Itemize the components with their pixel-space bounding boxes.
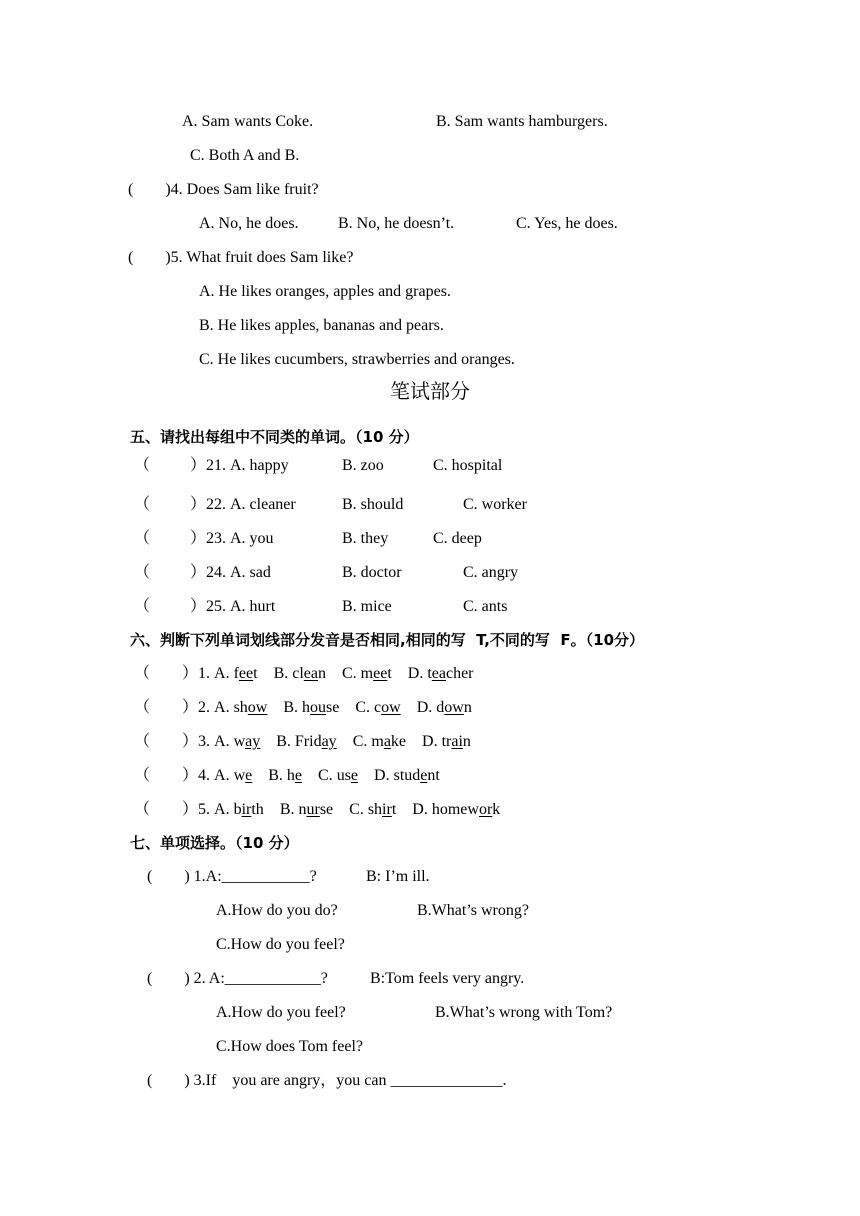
underlined-part: ow [444, 699, 464, 716]
question-text: 5. What fruit does Sam like? [170, 249, 354, 266]
s7-q1-option-c: C.How do you feel? [216, 936, 345, 953]
underlined-part: ea [431, 665, 446, 682]
s7-q1-option-b: B.What’s wrong? [417, 902, 529, 919]
s5-item-2-a: （ ）22. A. cleaner [134, 496, 296, 513]
underlined-part: ay [245, 733, 261, 750]
item-number: 1. A. f [198, 665, 239, 682]
section6-heading: 六、判断下列单词划线部分发音是否相同,相同的写 T,不同的写 F。（10分） [130, 631, 645, 649]
s5-item-2-b: B. should [342, 496, 404, 513]
underlined-part: ow [381, 699, 401, 716]
q5-option-a: A. He likes oranges, apples and grapes. [199, 283, 451, 300]
answer-bracket: （ ） [134, 767, 199, 784]
q4-option-b: B. No, he doesn’t. [338, 215, 455, 232]
underlined-part: ay [321, 733, 337, 750]
s7-q1-option-a: A.How do you do? [216, 902, 338, 919]
s5-item-3-b: B. they [342, 530, 389, 547]
s7-q2-option-a: A.How do you feel? [216, 1004, 346, 1021]
s5-item-5-a: （ ）25. A. hurt [134, 598, 276, 615]
s5-item-1-b: B. zoo [342, 457, 384, 474]
underlined-part: ir [382, 801, 392, 818]
underlined-part: ir [241, 801, 252, 818]
q3-option-b: B. Sam wants hamburgers. [436, 113, 608, 130]
item-number: 3. A. w [198, 733, 246, 750]
s7-q2-prompt: ( ) 2. A:____________? [147, 970, 328, 987]
q3-option-a: A. Sam wants Coke. [182, 113, 314, 130]
underlined-part: e [350, 767, 359, 784]
s6-row-2: （ ）2. A. show B. house C. cow D. down [134, 699, 472, 716]
item-number: 4. A. w [198, 767, 246, 784]
s5-item-3-c: C. deep [433, 530, 482, 547]
underlined-part: ea [303, 665, 318, 682]
s7-q2-option-b: B.What’s wrong with Tom? [435, 1004, 613, 1021]
item-number: 2. A. sh [198, 699, 248, 716]
s5-item-1-c: C. hospital [433, 457, 503, 474]
s5-item-3-a: （ ）23. A. you [134, 530, 274, 547]
s6-row-1: （ ）1. A. feet B. clean C. meet D. teacher [134, 665, 474, 682]
underlined-part: ou [310, 699, 327, 716]
answer-bracket: ( ) [128, 181, 171, 198]
s6-row-3: （ ）3. A. way B. Friday C. make D. train [134, 733, 471, 750]
s5-item-4-c: C. angry [463, 564, 519, 581]
s5-item-5-c: C. ants [463, 598, 508, 615]
s6-row-4: （ ）4. A. we B. he C. use D. student [134, 767, 440, 784]
s5-item-4-a: （ ）24. A. sad [134, 564, 271, 581]
answer-bracket: （ ） [134, 665, 199, 682]
s7-q3-prompt: ( ) 3.If you are angry，you can ______________. [147, 1072, 507, 1089]
underlined-part: e [245, 767, 253, 784]
answer-bracket: （ ） [134, 733, 199, 750]
underlined-part: ai [451, 733, 463, 750]
question-text: 4. Does Sam like fruit? [170, 181, 319, 198]
s6-row-5: （ ）5. A. birth B. nurse C. shirt D. homework [134, 801, 501, 818]
q5-option-b: B. He likes apples, bananas and pears. [199, 317, 444, 334]
answer-bracket: （ ） [134, 801, 199, 818]
s7-q1-prompt: ( ) 1.A:___________? [147, 868, 317, 885]
q4-option-c: C. Yes, he does. [516, 215, 618, 232]
s7-q1-reply: B: I’m ill. [366, 868, 430, 885]
section7-heading: 七、单项选择。（10 分） [130, 834, 299, 852]
underlined-part: ee [373, 665, 388, 682]
s5-item-1-a: （ ）21. A. happy [134, 457, 289, 474]
q3-option-c: C. Both A and B. [190, 147, 300, 164]
s7-q2-reply: B:Tom feels very angry. [370, 970, 525, 987]
section5-heading: 五、请找出每组中不同类的单词。（10 分） [130, 428, 419, 446]
item-number: 5. A. b [198, 801, 242, 818]
underlined-part: e [294, 767, 303, 784]
written-part-title: 笔试部分 [390, 379, 470, 403]
s7-q2-option-c: C.How does Tom feel? [216, 1038, 363, 1055]
answer-bracket: ( ) [128, 249, 171, 266]
underlined-part: ee [238, 665, 254, 682]
s5-item-5-b: B. mice [342, 598, 392, 615]
underlined-part: or [478, 801, 493, 818]
q4-option-a: A. No, he does. [199, 215, 299, 232]
underlined-part: ow [247, 699, 268, 716]
q5-question [128, 248, 353, 268]
underlined-part: a [383, 733, 391, 750]
answer-bracket: （ ） [134, 699, 199, 716]
q4-question [128, 180, 319, 200]
underlined-part: ur [306, 801, 320, 818]
s5-item-2-c: C. worker [463, 496, 527, 513]
underlined-part: e [420, 767, 428, 784]
s5-item-4-b: B. doctor [342, 564, 402, 581]
q5-option-c: C. He likes cucumbers, strawberries and oranges. [199, 351, 515, 368]
